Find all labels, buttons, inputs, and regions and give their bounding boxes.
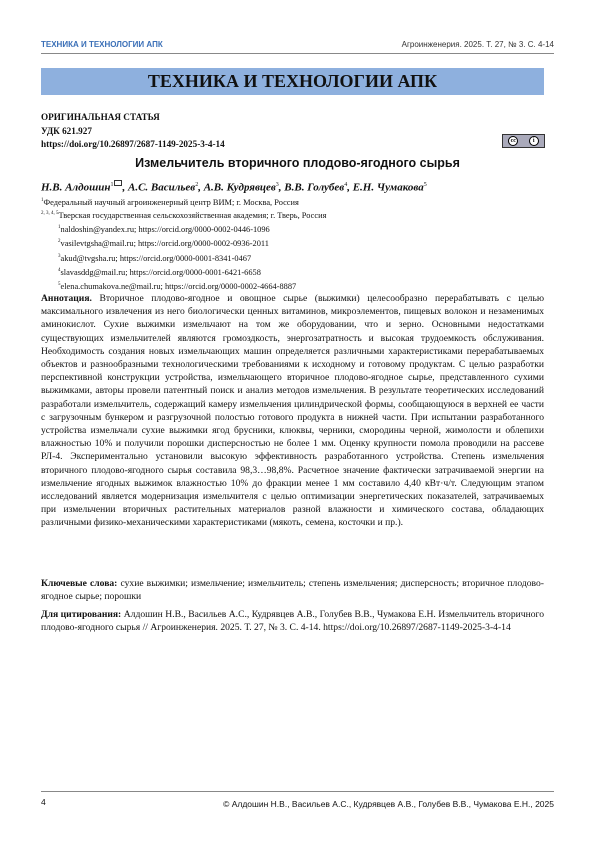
envelope-icon: [114, 180, 122, 186]
contact-text: elena.chumakova.ne@mail.ru; https://orcid.org/0000-0002-4664-8887: [60, 281, 297, 291]
contact-line[interactable]: [58, 236, 296, 250]
article-meta: [41, 111, 225, 152]
contact-text: naldoshin@yandex.ru; https://orcid.org/0000-0002-0446-1096: [60, 224, 270, 234]
abstract-label: Аннотация.: [41, 293, 92, 304]
author-name: Е.Н. Чумакова: [352, 181, 424, 194]
author-name: Н.В. Алдошин: [41, 181, 111, 194]
author-sup: 5: [423, 182, 427, 188]
keywords: [41, 577, 544, 603]
cc-icon: cc: [508, 136, 518, 146]
keywords-text: сухие выжимки; измельчение; измельчитель; степень измельчения; дисперсность; вторичное плодово-ягодное сырье; порошки: [41, 578, 544, 603]
journal-citation-header: Агроинженерия. 2025. Т. 27, № 3. С. 4-14: [401, 40, 554, 49]
author-contacts: [58, 222, 296, 293]
abstract: [41, 292, 544, 530]
copyright-notice: © Алдошин Н.В., Васильев А.С., Кудрявцев А.В., Голубев В.В., Чумакова Е.Н., 2025: [223, 799, 554, 809]
contact-sup: 1: [58, 225, 61, 230]
citation: [41, 608, 544, 634]
affiliation-sup: 2, 3, 4, 5: [41, 211, 59, 216]
author-sup: 1: [110, 182, 114, 188]
section-banner: ТЕХНИКА И ТЕХНОЛОГИИ АПК: [41, 68, 544, 95]
contact-sup: 4: [58, 267, 61, 273]
author-name: В.В. Голубев: [284, 181, 345, 194]
author-name: А.С. Васильев: [127, 181, 196, 194]
running-head: [41, 40, 554, 52]
citation-text: Алдошин Н.В., Васильев А.С., Кудрявцев А.В., Голубев В.В., Чумакова Е.Н. Измельчитель вторичного плодово-ягодного сырья // Агроинженерия. 2025. Т. 27, № 3. С. 4-14. https://doi.org/10.26897/2687-1149-2025-3-4-14: [41, 609, 544, 634]
keywords-label: Ключевые слова:: [41, 578, 118, 589]
author-sup: 3: [275, 182, 279, 188]
contact-text: vasilevtgsha@mail.ru; https://orcid.org/0000-0002-0936-2011: [60, 239, 269, 249]
contact-sup: 5: [58, 282, 61, 288]
citation-label: Для цитирования:: [41, 609, 122, 620]
contact-sup: 3: [58, 253, 61, 259]
abstract-text: Вторичное плодово-ягодное и овощное сырье (выжимки) целесообразно перерабатывать с целью максимального извлечения из него биологически ценных витаминов, микроэлементов, пищевых волокон и незаменимых аминокислот. Сухие выжимки измельчают на том же оборудовании, что и зерно. Основными недостатками существующих измельчителей являются громоздкость, энергозатратность и высокая трудоемкость обслуживания. Необходимость создания новых измельчающих машин определяется различными характеристиками перерабатываемых объектов и разнообразными технологическими требованиями к исходному и готовому продуктам. С целью разработки перспективной конструкции устройства, измельчающего вторичное плодово-ягодное сырье, представленного сухими выжимками, авторы провели патентный поиск и анализ методов измельчения. В результате теоретических исследований разработали измельчитель, содержащий камеру измельчения цилиндрической формы, сообщающуюся в верхней ее части с загрузочным бункером и разгрузочной полостью готового продукта в нижней части. При испытании разработанного устройства измельчали сухие выжимки ягод брусники, клюквы, черники, смородины черной, жимолости и облепихи влажностью 10% и получили порошки дисперсностью не более 1 мм. Оценку крупности помола проводили на рассеве РЛ-4. Экспериментально установили высокую эффективность разработанного устройства. Степень измельчения вторичного плодово-ягодного сырья составила 98,3…98,8%. Расчетное значение фактически затрачиваемой энергии на измельчение ягодных выжимок влажностью 10% до фракции менее 1 мм составило 4,40 кВт·ч/т. Следующим этапом исследований является модернизация измельчителя с целью оптимизации энергетических показателей, затрачиваемых при измельчении вторичных растительных материалов разной влажности и химического состава, обладающих различными физико-механическими характеристиками (мякоть, семена, косточки и пр.).: [41, 293, 544, 529]
contact-text: slavasddg@mail.ru; https://orcid.org/0000-0001-6421-6658: [60, 267, 261, 277]
contact-sup: 2: [58, 239, 61, 245]
page-number: 4: [41, 797, 46, 807]
affiliation-sup: 1: [41, 198, 44, 203]
affiliation-2: [41, 208, 326, 222]
article-title: Измельчитель вторичного плодово-ягодного сырья: [135, 156, 460, 170]
author-name: А.В. Кудрявцев: [203, 181, 276, 194]
udc-code: УДК 621.927: [41, 125, 92, 136]
affiliation-text: Федеральный научный агроинженерный центр ВИМ; г. Москва, Россия: [43, 197, 299, 207]
article-type: ОРИГИНАЛЬНАЯ СТАТЬЯ: [41, 112, 160, 122]
journal-section-label: ТЕХНИКА И ТЕХНОЛОГИИ АПК: [41, 40, 163, 49]
header-divider: [41, 53, 554, 54]
cc-by-license-icon[interactable]: [502, 134, 545, 148]
doi-link[interactable]: https://doi.org/10.26897/2687-1149-2025-3-4-14: [41, 139, 225, 149]
attribution-icon: i: [529, 136, 539, 146]
author-sup: 2: [195, 182, 199, 188]
affiliation-text: Тверская государственная сельскохозяйственная академия; г. Тверь, Россия: [58, 210, 327, 220]
contact-text: akud@tvgsha.ru; https://orcid.org/0000-0001-8341-0467: [60, 253, 252, 263]
author-sup: 4: [344, 182, 348, 188]
contact-line[interactable]: [58, 251, 296, 265]
footer-divider: [41, 791, 554, 792]
authors-line: Н.В. Алдошин$^1$ , А.С. Васильев$^2$, А.В. Кудрявцев$^3$, В.В. Голубев$^4$, Е.Н. Чумакова$^5$: [41, 181, 427, 194]
contact-line[interactable]: [58, 222, 296, 236]
contact-line[interactable]: [58, 265, 296, 279]
